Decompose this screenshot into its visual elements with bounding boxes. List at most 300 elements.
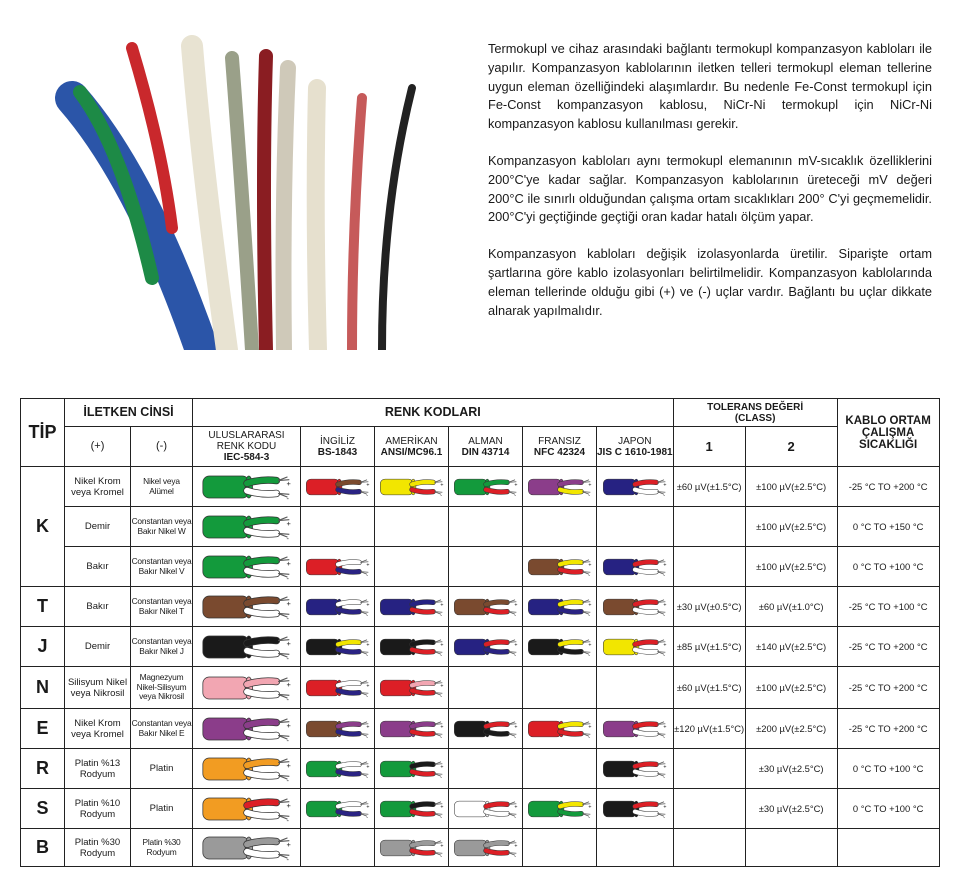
plus-sign: +	[663, 641, 667, 648]
std-bs	[301, 427, 375, 467]
cable-color-icon	[201, 673, 293, 703]
color-code-cell	[449, 789, 523, 829]
color-code-cell	[597, 709, 674, 749]
minus-sign: -	[365, 492, 368, 499]
std-jis	[597, 427, 674, 467]
photo-cable	[232, 58, 252, 350]
cable-color-icon	[201, 833, 293, 863]
color-code-cell	[597, 547, 674, 587]
color-code-cell	[449, 467, 523, 507]
minus-sign: -	[365, 693, 368, 700]
minus-sign: -	[663, 652, 665, 659]
plus-sign: +	[513, 481, 517, 488]
color-code-cell	[193, 749, 301, 789]
minus-sign: -	[365, 774, 368, 781]
plus-sign: +	[365, 803, 369, 810]
tolerance-class2-value: ±100 µV(±2.5°C)	[745, 667, 837, 709]
type-cell: B	[21, 829, 65, 867]
color-code-cell	[193, 829, 301, 867]
minus-sign: -	[286, 653, 289, 662]
std-label: FRANSIZ	[538, 435, 581, 447]
plus-sign: +	[286, 839, 291, 849]
plus-sign: +	[286, 518, 291, 528]
minus-sign: -	[587, 814, 590, 821]
cable-color-icon	[379, 754, 445, 784]
minus-sign: -	[439, 492, 442, 499]
conductor-minus: Constantan veya Bakır Nikel W	[131, 507, 193, 547]
tolerance-class2-value: ±30 µV(±2.5°C)	[745, 789, 837, 829]
cable-color-icon	[201, 632, 293, 662]
plus-sign: +	[587, 481, 591, 488]
conductor-minus: Platin %30 Rodyum	[131, 829, 193, 867]
operating-temperature-value: 0 °C TO +100 °C	[837, 547, 939, 587]
std-code: NFC 42324	[533, 446, 586, 458]
cable-color-icon	[305, 673, 371, 703]
cable-color-icon	[453, 714, 519, 744]
color-code-cell	[301, 709, 375, 749]
cable-color-icon	[305, 714, 371, 744]
conductor-minus: Constantan veya Bakır Nikel T	[131, 587, 193, 627]
plus-sign: +	[439, 682, 443, 689]
kablo-line-2: ÇALIŞMA	[861, 426, 915, 439]
color-code-cell	[449, 667, 523, 709]
cable-color-icon	[305, 794, 371, 824]
minus-sign: -	[513, 652, 516, 659]
plus-sign: +	[513, 723, 517, 730]
cable-color-icon	[201, 714, 293, 744]
color-code-cell	[193, 627, 301, 667]
operating-temperature-value: 0 °C TO +100 °C	[837, 749, 939, 789]
cable-bundle-photo	[52, 28, 422, 350]
type-cell: R	[21, 749, 65, 789]
minus-sign: -	[439, 734, 442, 741]
conductor-plus: Demir	[65, 627, 131, 667]
plus-sign: +	[587, 723, 591, 730]
plus-sign: +	[513, 601, 517, 608]
conductor-plus: Nikel Krom veya Kromel	[65, 709, 131, 749]
minus-sign: -	[513, 734, 516, 741]
color-code-cell	[193, 467, 301, 507]
cable-color-icon	[453, 632, 519, 662]
conductor-minus: Constantan veya Bakır Nikel J	[131, 627, 193, 667]
plus-sign: +	[286, 720, 291, 730]
std-label: JAPON	[618, 435, 652, 447]
cable-color-icon	[379, 632, 445, 662]
minus-sign: -	[286, 613, 289, 622]
plus-sign: +	[513, 842, 517, 849]
std-label: AMERİKAN	[385, 435, 438, 447]
color-code-cell	[301, 627, 375, 667]
color-code-cell	[523, 547, 597, 587]
conductor-minus: Constantan veya Bakır Nikel V	[131, 547, 193, 587]
cable-color-icon	[305, 632, 371, 662]
color-code-cell	[597, 749, 674, 789]
table-row	[21, 507, 940, 547]
conductor-plus: Silisyum Nikel veya Nikrosil	[65, 667, 131, 709]
conductor-plus: Platin %10 Rodyum	[65, 789, 131, 829]
operating-temperature-value: -25 °C TO +200 °C	[837, 667, 939, 709]
color-code-cell	[375, 467, 449, 507]
color-code-cell	[523, 709, 597, 749]
operating-temperature-value: 0 °C TO +100 °C	[837, 789, 939, 829]
plus-sign: +	[365, 723, 369, 730]
minus-sign: -	[663, 814, 665, 821]
conductor-plus: Bakır	[65, 547, 131, 587]
plus-sign: +	[365, 682, 369, 689]
tolerance-class-2: 2	[745, 427, 837, 467]
minus-sign: -	[439, 693, 442, 700]
tolerance-class2-value: ±60 µV(±1.0°C)	[745, 587, 837, 627]
color-code-cell	[193, 587, 301, 627]
minus-sign: -	[286, 533, 289, 542]
cable-color-icon	[453, 592, 519, 622]
operating-temperature-value: -25 °C TO +200 °C	[837, 627, 939, 667]
color-code-cell	[375, 667, 449, 709]
minus-sign: -	[286, 854, 289, 863]
minus-sign: -	[439, 853, 442, 860]
header-iletken: İLETKEN CİNSİ	[65, 399, 193, 427]
plus-sign: +	[365, 601, 369, 608]
color-code-cell	[193, 709, 301, 749]
intro-paragraph-1: Termokupl ve cihaz arasındaki bağlantı termokupl kompanzasyon kabloları ile yapılır. Kompanzasyon kablolarının iletken telleri termokupl eleman tellerine uygun eleman özelliğindeki alaşımlardır. Bu nedenle Fe-Const termokupl için Fe-Const kompanzasyon kablosu, NiCr-Ni termokupl için NiCr-Ni kompanzasyon kablosu kullanılması gerekir.	[488, 41, 932, 132]
plus-sign: +	[439, 601, 443, 608]
minus-sign: -	[587, 492, 590, 499]
plus-sign: +	[286, 598, 291, 608]
table-row	[21, 627, 940, 667]
plus-sign: +	[513, 803, 517, 810]
header-minus: (-)	[131, 427, 193, 467]
color-code-cell	[523, 749, 597, 789]
conductor-plus: Demir	[65, 507, 131, 547]
type-cell: N	[21, 667, 65, 709]
cable-color-icon	[453, 833, 519, 863]
type-cell: J	[21, 627, 65, 667]
type-cell: S	[21, 789, 65, 829]
cable-color-icon	[527, 714, 593, 744]
std-nfc	[523, 427, 597, 467]
cable-color-icon	[201, 552, 293, 582]
tolerance-class1-value: ±60 µV(±1.5°C)	[673, 467, 745, 507]
cable-color-icon	[602, 472, 668, 502]
std-code: BS-1843	[317, 446, 358, 458]
header-tolerans	[673, 399, 837, 427]
std-label: ULUSLARARASI	[208, 430, 285, 441]
conductor-minus: Magnezyum Nikel-Silisyum veya Nikrosil	[131, 667, 193, 709]
type-cell: E	[21, 709, 65, 749]
minus-sign: -	[286, 775, 289, 784]
plus-sign: +	[286, 679, 291, 689]
cable-color-icon	[527, 552, 593, 582]
std-code: JIS C 1610-1981	[597, 446, 673, 458]
plus-sign: +	[439, 481, 443, 488]
minus-sign: -	[513, 814, 516, 821]
minus-sign: -	[439, 774, 442, 781]
tolerance-class2-value: ±30 µV(±2.5°C)	[745, 749, 837, 789]
plus-sign: +	[663, 601, 667, 608]
header-kablo-sicaklik	[837, 399, 939, 467]
color-code-cell	[523, 667, 597, 709]
plus-sign: +	[365, 481, 369, 488]
table-row	[21, 709, 940, 749]
kablo-line-3: SICAKLIĞI	[859, 438, 918, 451]
photo-cable	[264, 56, 266, 350]
table-row	[21, 467, 940, 507]
plus-sign: +	[365, 763, 369, 770]
minus-sign: -	[286, 573, 289, 582]
cable-color-icon	[602, 592, 668, 622]
color-code-cell	[375, 789, 449, 829]
std-code: DIN 43714	[461, 446, 510, 458]
plus-sign: +	[286, 558, 291, 568]
minus-sign: -	[365, 734, 368, 741]
photo-cable	[284, 68, 289, 350]
table-row	[21, 547, 940, 587]
table-row	[21, 789, 940, 829]
cable-color-icon	[305, 552, 371, 582]
color-code-cell	[597, 587, 674, 627]
minus-sign: -	[663, 572, 665, 579]
tolerance-class1-value	[673, 749, 745, 789]
color-code-cell	[597, 507, 674, 547]
cable-color-icon	[379, 794, 445, 824]
std-label: İNGİLİZ	[319, 435, 355, 447]
minus-sign: -	[663, 734, 665, 741]
color-code-cell	[301, 587, 375, 627]
color-code-cell	[193, 789, 301, 829]
minus-sign: -	[513, 492, 516, 499]
conductor-plus: Nikel Krom veya Kromel	[65, 467, 131, 507]
minus-sign: -	[286, 735, 289, 744]
color-code-cell	[523, 587, 597, 627]
conductor-minus: Platin	[131, 749, 193, 789]
plus-sign: +	[587, 561, 591, 568]
color-code-cell	[597, 829, 674, 867]
color-code-cell	[597, 467, 674, 507]
operating-temperature-value: 0 °C TO +150 °C	[837, 507, 939, 547]
tolerance-class2-value: ±140 µV(±2.5°C)	[745, 627, 837, 667]
tolerans-title: TOLERANS DEĞERİ	[707, 401, 804, 413]
cable-color-icon	[602, 714, 668, 744]
table-row	[21, 667, 940, 709]
tolerance-class2-value: ±100 µV(±2.5°C)	[745, 547, 837, 587]
color-code-cell	[375, 749, 449, 789]
minus-sign: -	[439, 814, 442, 821]
cable-color-icon	[453, 794, 519, 824]
conductor-plus: Platin %30 Rodyum	[65, 829, 131, 867]
cable-color-icon	[527, 794, 593, 824]
table-row	[21, 749, 940, 789]
std-iec	[193, 427, 301, 467]
conductor-plus: Platin %13 Rodyum	[65, 749, 131, 789]
minus-sign: -	[663, 612, 665, 619]
plus-sign: +	[439, 641, 443, 648]
cable-color-icon	[602, 754, 668, 784]
plus-sign: +	[286, 800, 291, 810]
conductor-minus: Constantan veya Bakır Nikel E	[131, 709, 193, 749]
color-code-cell	[523, 507, 597, 547]
plus-sign: +	[365, 561, 369, 568]
minus-sign: -	[286, 493, 289, 502]
color-code-cell	[523, 829, 597, 867]
conductor-minus: Platin	[131, 789, 193, 829]
color-code-cell	[301, 829, 375, 867]
color-code-cell	[375, 627, 449, 667]
intro-text	[488, 40, 932, 338]
plus-sign: +	[663, 763, 667, 770]
color-code-cell	[449, 709, 523, 749]
photo-cable	[382, 88, 412, 350]
cable-color-icon	[527, 472, 593, 502]
header-renk-kodlari: RENK KODLARI	[193, 399, 674, 427]
color-code-cell	[301, 467, 375, 507]
color-code-cell	[301, 507, 375, 547]
cable-color-icon	[453, 472, 519, 502]
minus-sign: -	[439, 612, 442, 619]
color-code-cell	[449, 829, 523, 867]
tolerance-class1-value: ±85 µV(±1.5°C)	[673, 627, 745, 667]
color-code-cell	[301, 749, 375, 789]
color-code-cell	[301, 547, 375, 587]
color-code-cell	[523, 467, 597, 507]
plus-sign: +	[286, 478, 291, 488]
color-code-cell	[375, 709, 449, 749]
tolerance-class1-value: ±60 µV(±1.5°C)	[673, 667, 745, 709]
color-code-cell	[449, 627, 523, 667]
header-tip: TİP	[21, 399, 65, 467]
operating-temperature-value	[837, 829, 939, 867]
plus-sign: +	[587, 641, 591, 648]
plus-sign: +	[439, 842, 443, 849]
color-code-cell	[375, 547, 449, 587]
plus-sign: +	[587, 601, 591, 608]
cable-color-icon	[527, 632, 593, 662]
table-row	[21, 587, 940, 627]
minus-sign: -	[587, 572, 590, 579]
cable-color-icon	[201, 472, 293, 502]
color-code-cell	[523, 627, 597, 667]
color-code-cell	[301, 667, 375, 709]
color-code-cell	[597, 667, 674, 709]
std-code: ANSI/MC96.1	[380, 446, 443, 458]
plus-sign: +	[663, 561, 667, 568]
minus-sign: -	[365, 814, 368, 821]
color-code-cell	[597, 627, 674, 667]
minus-sign: -	[513, 853, 516, 860]
cable-color-icon	[379, 714, 445, 744]
plus-sign: +	[439, 723, 443, 730]
cable-color-icon	[305, 472, 371, 502]
type-cell: K	[21, 467, 65, 587]
color-code-cell	[375, 507, 449, 547]
std-code: IEC-584-3	[223, 452, 270, 463]
plus-sign: +	[587, 803, 591, 810]
cable-color-icon	[602, 552, 668, 582]
color-code-cell	[523, 789, 597, 829]
color-code-cell	[597, 789, 674, 829]
tolerance-class1-value	[673, 547, 745, 587]
plus-sign: +	[663, 723, 667, 730]
color-code-cell	[375, 829, 449, 867]
tolerance-class1-value: ±30 µV(±0.5°C)	[673, 587, 745, 627]
cable-color-icon	[201, 592, 293, 622]
cable-color-icon	[527, 592, 593, 622]
cable-color-icon	[305, 754, 371, 784]
tolerance-class2-value: ±100 µV(±2.5°C)	[745, 507, 837, 547]
minus-sign: -	[439, 652, 442, 659]
color-code-cell	[449, 547, 523, 587]
std-ansi	[375, 427, 449, 467]
photo-cable	[316, 88, 318, 350]
tolerance-class1-value: ±120 µV(±1.5°C)	[673, 709, 745, 749]
cable-color-icon	[602, 632, 668, 662]
photo-cable	[352, 98, 362, 350]
minus-sign: -	[587, 734, 590, 741]
tolerance-class1-value	[673, 789, 745, 829]
plus-sign: +	[286, 638, 291, 648]
cable-color-icon	[201, 754, 293, 784]
cable-color-icon	[305, 592, 371, 622]
color-code-cell	[449, 749, 523, 789]
minus-sign: -	[365, 652, 368, 659]
type-cell: T	[21, 587, 65, 627]
minus-sign: -	[365, 572, 368, 579]
color-code-cell	[301, 789, 375, 829]
std-label: RENK KODU	[216, 441, 277, 452]
cable-color-icon	[379, 673, 445, 703]
minus-sign: -	[513, 612, 516, 619]
cable-color-icon	[379, 472, 445, 502]
minus-sign: -	[587, 652, 590, 659]
cable-color-icon	[201, 794, 293, 824]
operating-temperature-value: -25 °C TO +200 °C	[837, 467, 939, 507]
table-row	[21, 829, 940, 867]
conductor-plus: Bakır	[65, 587, 131, 627]
plus-sign: +	[663, 481, 667, 488]
operating-temperature-value: -25 °C TO +200 °C	[837, 709, 939, 749]
plus-sign: +	[513, 641, 517, 648]
minus-sign: -	[663, 774, 665, 781]
plus-sign: +	[439, 763, 443, 770]
cable-color-icon	[379, 592, 445, 622]
plus-sign: +	[663, 803, 667, 810]
tolerance-class2-value: ±200 µV(±2.5°C)	[745, 709, 837, 749]
cable-color-icon	[602, 794, 668, 824]
tolerance-class1-value	[673, 829, 745, 867]
cable-color-icon	[379, 833, 445, 863]
minus-sign: -	[587, 612, 590, 619]
color-code-cell	[375, 587, 449, 627]
minus-sign: -	[286, 815, 289, 824]
color-code-cell	[193, 507, 301, 547]
minus-sign: -	[286, 694, 289, 703]
plus-sign: +	[286, 760, 291, 770]
color-code-cell	[193, 667, 301, 709]
kablo-line-1: KABLO ORTAM	[845, 414, 931, 427]
conductor-minus: Nikel veya Alümel	[131, 467, 193, 507]
std-din	[449, 427, 523, 467]
color-code-cell	[193, 547, 301, 587]
operating-temperature-value: -25 °C TO +100 °C	[837, 587, 939, 627]
color-code-cell	[449, 507, 523, 547]
color-code-cell	[449, 587, 523, 627]
intro-paragraph-3: Kompanzasyon kabloları değişik izolasyonlarda üretilir. Siparişte ortam şartlarına göre kablo izolasyonları belirtilmelidir. Kompanzasyon kablolarında eleman tellerinde olduğu gibi (+) ve (-) uçlar vardır. Bağlantı bu uçlar dikkate alnarak yapılmalıdır.	[488, 246, 932, 318]
minus-sign: -	[365, 612, 368, 619]
tolerance-class2-value: ±100 µV(±2.5°C)	[745, 467, 837, 507]
cable-color-icon	[201, 512, 293, 542]
plus-sign: +	[365, 641, 369, 648]
plus-sign: +	[439, 803, 443, 810]
thermocouple-color-code-table	[20, 398, 940, 867]
